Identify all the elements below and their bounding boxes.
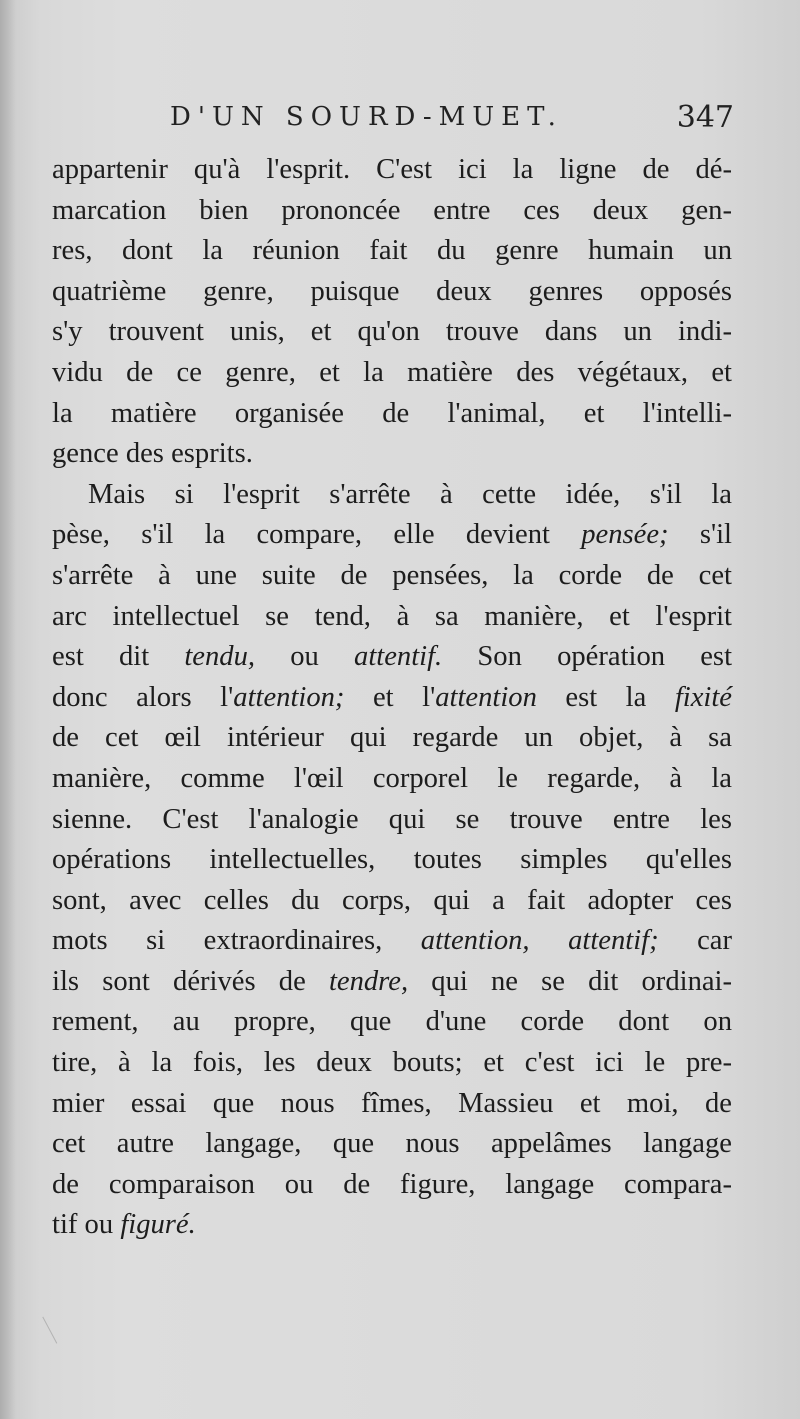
text-line: manière, comme l'œil corporel le regarde, à la [52,762,732,794]
italic-word: pensée; [581,519,669,551]
italic-word: figuré. [120,1209,196,1241]
text-segment: car [697,925,733,957]
italic-word: tendre, [328,965,409,997]
text-line: la matière organisée de l'animal, et l'intelli- [52,397,732,429]
text-line [52,962,732,1003]
text-segment: tif ou [52,1209,114,1241]
text-segment: ils sont dérivés de [52,965,306,997]
text-line: arc intellectuel se tend, à sa manière, et l'esprit [52,600,732,632]
text-segment: mots si extraordinaires, [52,925,383,957]
text-line: sont, avec celles du corps, qui a fait adopter ces [52,884,732,916]
running-title: D'UN SOURD-MUET. [170,102,563,132]
text-line [52,1205,732,1246]
italic-word: attention [435,681,537,713]
text-line [52,678,732,719]
running-head [52,100,732,150]
text-line [52,637,732,678]
text-segment: pèse, s'il la compare, elle devient [52,519,550,551]
body-text [52,150,732,1246]
text-line: sienne. C'est l'analogie qui se trouve entre les [52,803,732,835]
text-line: vidu de ce genre, et la matière des végétaux, et [52,356,732,388]
page-number: 347 [676,100,734,135]
text-segment: ou [290,641,319,673]
book-page [52,100,732,1246]
text-line: de cet œil intérieur qui regarde un objet, à sa [52,722,732,754]
text-segment: est la [565,681,647,713]
text-line: s'arrête à une suite de pensées, la corde de cet [52,559,732,591]
text-line [52,921,732,962]
text-segment: qui ne se dit ordinai- [431,965,733,997]
italic-word: attention, attentif; [420,925,659,957]
text-line: de comparaison ou de figure, langage compara- [52,1168,732,1200]
italic-word: attentif. [354,641,443,673]
text-segment: s'il [699,519,732,551]
italic-word: tendu, [184,641,256,673]
italic-word: fixité [674,681,732,713]
italic-word: attention; [233,681,345,713]
text-segment: et l' [372,681,436,713]
text-line: Mais si l'esprit s'arrête à cette idée, s'il la [88,478,732,510]
text-line [52,515,732,556]
text-line: res, dont la réunion fait du genre humain un [52,235,732,267]
text-line: cet autre langage, que nous appelâmes langage [52,1128,732,1160]
text-line: rement, au propre, que d'une corde dont on [52,1006,732,1038]
paper-scratch-mark [42,1306,76,1343]
text-segment: donc alors l' [52,681,234,713]
text-line: marcation bien prononcée entre ces deux gen- [52,194,732,226]
text-segment: est dit [52,641,150,673]
page-edge-shadow [0,0,16,1419]
text-line: tire, à la fois, les deux bouts; et c'est ici le pre- [52,1047,732,1079]
text-line: mier essai que nous fîmes, Massieu et moi, de [52,1087,732,1119]
text-line: quatrième genre, puisque deux genres opposés [52,275,732,307]
text-line: appartenir qu'à l'esprit. C'est ici la ligne de dé- [52,154,732,185]
text-segment: Son opération est [477,641,733,673]
text-line: opérations intellectuelles, toutes simples qu'elles [52,844,732,876]
text-line: gence des esprits. [52,438,253,470]
text-line: s'y trouvent unis, et qu'on trouve dans un indi- [52,316,732,348]
